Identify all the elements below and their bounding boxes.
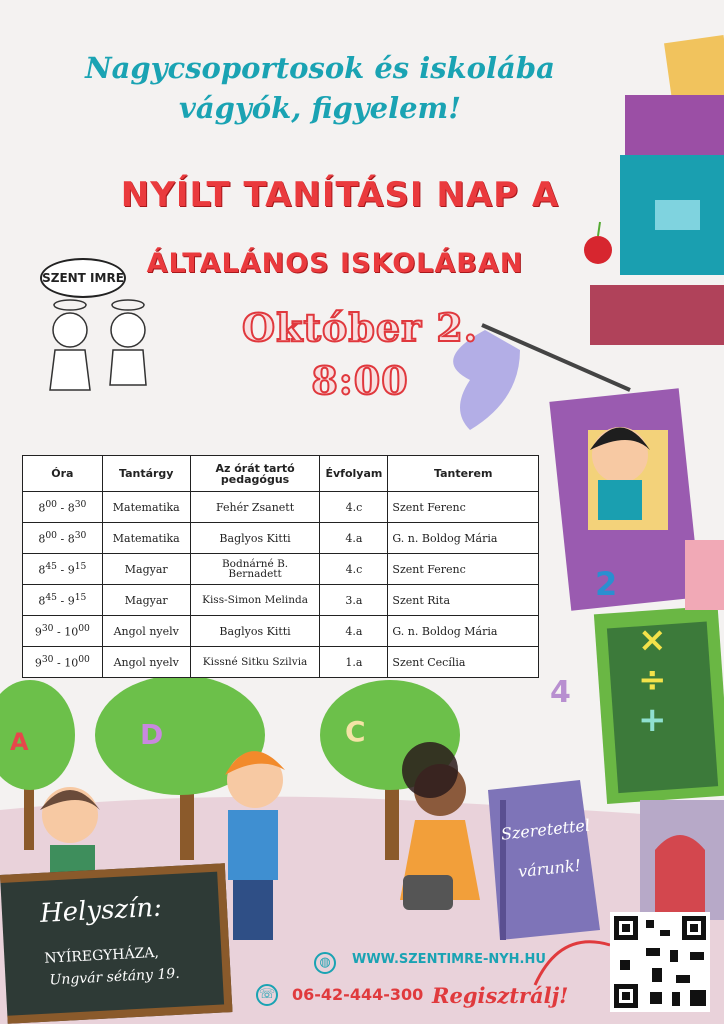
location-city: NYÍREGYHÁZA, <box>44 944 160 967</box>
phone-icon: ☏ <box>256 984 278 1006</box>
decor-letter-a: A <box>10 728 29 756</box>
headline-line-2: ÁLTALÁNOS ISKOLÁBAN <box>146 248 524 279</box>
decor-number-four: 4 <box>550 675 571 710</box>
phone-number[interactable]: 06-42-444-300 <box>292 985 424 1004</box>
decor-letter-c: C <box>345 715 366 748</box>
saint-kids-sketch <box>50 300 146 390</box>
table-row <box>23 616 539 647</box>
subject-cell: Angol nyelv <box>102 616 190 647</box>
event-date: Október 2. <box>242 305 478 350</box>
teacher-cell: Fehér Zsanett <box>190 492 320 523</box>
schedule-table <box>22 455 539 678</box>
banner-line-2: várunk! <box>517 855 582 882</box>
room-cell: Szent Ferenc <box>388 492 539 523</box>
teacher-cell: Baglyos Kitti <box>190 616 320 647</box>
col-header-grade: Évfolyam <box>320 456 388 492</box>
grade-cell: 1.a <box>320 647 388 678</box>
grade-cell: 4.a <box>320 523 388 554</box>
table-row <box>23 585 539 616</box>
time-cell: $8^{00} - 8^{30}$ <box>23 492 103 523</box>
website-link[interactable]: WWW.SZENTIMRE-NYH.HU <box>352 952 546 967</box>
time-cell: $8^{00} - 8^{30}$ <box>23 523 103 554</box>
table-row <box>23 523 539 554</box>
teacher-cell: Baglyos Kitti <box>190 523 320 554</box>
intro-text <box>20 48 620 128</box>
decor-number-two: 2 <box>595 565 618 603</box>
subject-cell: Magyar <box>102 554 190 585</box>
col-header-subject: Tantárgy <box>102 456 190 492</box>
subject-cell: Matematika <box>102 523 190 554</box>
col-header-time: Óra <box>23 456 103 492</box>
school-door <box>640 800 724 920</box>
col-header-room: Tanterem <box>388 456 539 492</box>
location-street: Ungvár sétány 19. <box>49 965 181 989</box>
globe-icon: ◍ <box>314 952 336 974</box>
subject-cell: Angol nyelv <box>102 647 190 678</box>
location-chalkboard <box>0 863 232 1024</box>
time-cell: $8^{45} - 9^{15}$ <box>23 554 103 585</box>
banner-text <box>497 815 598 883</box>
headline-line-1: NYÍLT TANÍTÁSI NAP A <box>120 175 560 215</box>
location-title: Helyszín: <box>39 892 163 929</box>
teacher-cell: Kiss-Simon Melinda <box>190 585 320 616</box>
grade-cell: 3.a <box>320 585 388 616</box>
room-cell: G. n. Boldog Mária <box>388 523 539 554</box>
apple-decor <box>584 222 612 264</box>
szent-imre-badge: SZENT IMRE <box>40 258 126 298</box>
register-call-to-action: Regisztrálj! <box>432 983 569 1008</box>
time-cell: $8^{45} - 9^{15}$ <box>23 585 103 616</box>
event-time: 8:00 <box>311 358 409 403</box>
table-row <box>23 647 539 678</box>
intro-line-2: vágyók, figyelem! <box>179 91 461 125</box>
intro-line-1: Nagycsoportosok és iskolába <box>85 51 555 85</box>
banner-line-1: Szeretettel <box>500 815 591 844</box>
teacher-cell: Kissné Sitku Szilvia <box>190 647 320 678</box>
subject-cell: Magyar <box>102 585 190 616</box>
table-row <box>23 492 539 523</box>
room-cell: G. n. Boldog Mária <box>388 616 539 647</box>
qr-code <box>610 912 710 1012</box>
time-cell: $9^{30} - 10^{00}$ <box>23 616 103 647</box>
room-cell: Szent Rita <box>388 585 539 616</box>
table-header-row <box>23 456 539 492</box>
table-row <box>23 554 539 585</box>
col-header-teacher: Az órát tartó pedagógus <box>190 456 320 492</box>
room-cell: Szent Cecília <box>388 647 539 678</box>
teacher-cell: Bodnárné B. Bernadett <box>190 554 320 585</box>
room-cell: Szent Ferenc <box>388 554 539 585</box>
decor-math-symbols: × ÷ + <box>638 620 667 740</box>
boy-in-book <box>590 427 650 520</box>
decor-letter-d: D <box>140 718 164 751</box>
grade-cell: 4.c <box>320 492 388 523</box>
subject-cell: Matematika <box>102 492 190 523</box>
time-cell: $9^{30} - 10^{00}$ <box>23 647 103 678</box>
book-stack <box>549 35 724 804</box>
grade-cell: 4.a <box>320 616 388 647</box>
grade-cell: 4.c <box>320 554 388 585</box>
